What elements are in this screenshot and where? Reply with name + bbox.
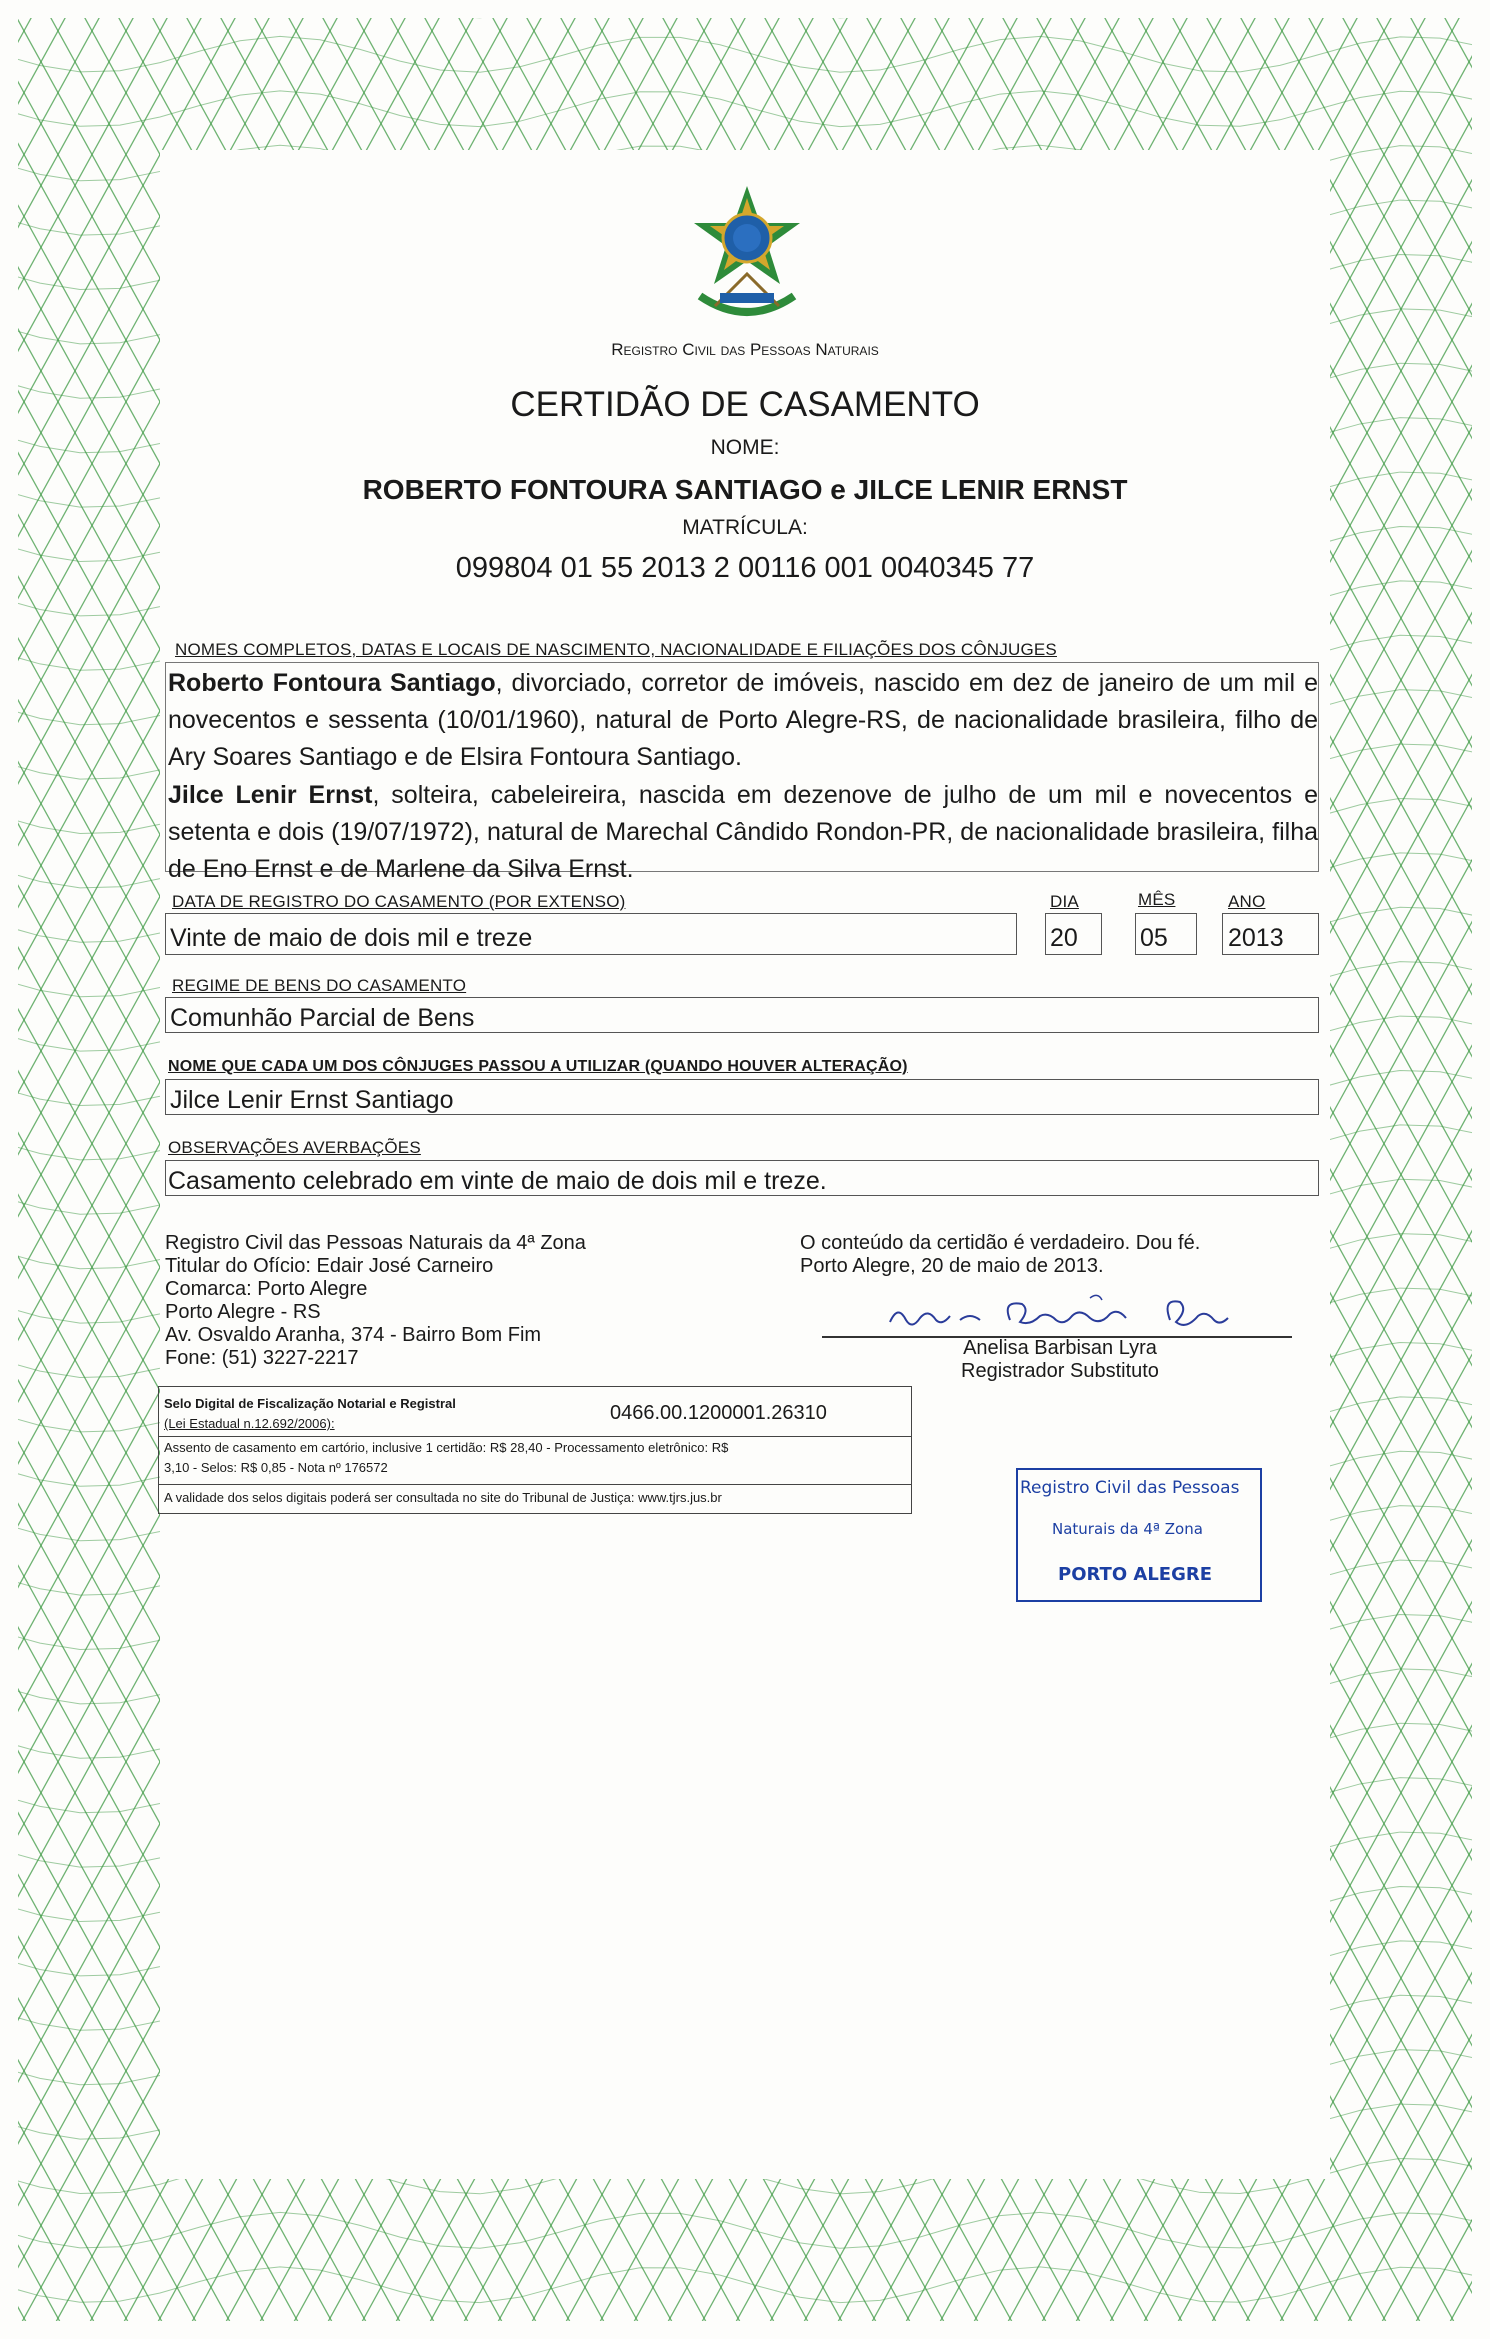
month-label: MÊS [1138,890,1176,909]
name-change-value: Jilce Lenir Ernst Santiago [170,1086,454,1114]
lattice-wave [0,1723,1480,1759]
handwritten-signature [880,1290,1300,1340]
lattice-wave [0,2267,1480,2303]
property-regime-label: REGIME DE BENS DO CASAMENTO [172,976,467,995]
registry-title: Registro Civil das Pessoas Naturais [611,340,879,359]
property-regime-value: Comunhão Parcial de Bens [170,1004,475,1032]
seal-code: 0466.00.1200001.26310 [610,1402,827,1424]
spouse1-paragraph [168,665,1318,776]
lattice-wave [0,1940,1480,1976]
month-value: 05 [1140,924,1168,952]
lattice-wave [0,1614,1480,1650]
document-title: CERTIDÃO DE CASAMENTO [510,385,980,424]
spouses-section-label: NOMES COMPLETOS, DATAS E LOCAIS DE NASCIMENTO, NACIONALIDADE E FILIAÇÕES DOS CÔNJUGES [175,640,1057,659]
attestation [800,1232,1200,1278]
lattice-wave [0,145,1480,181]
stamp-line-3: PORTO ALEGRE [1058,1564,1213,1585]
seal-title: Selo Digital de Fiscalização Notarial e Registral [164,1396,456,1411]
name-label: NOME: [710,436,780,459]
day-label: DIA [1050,892,1079,911]
spouse1-details: , divorciado, corretor de imóveis, nascido em dez de janeiro de um mil e novecentos e sessenta (10/01/1960), natural de Porto Alegre-RS, de nacionalidade brasileira, filho de Ary Soares Santiago e de Elsira Fontoura Santiago. [168,669,1318,771]
office-info [165,1232,586,1370]
lattice-wave [0,1777,1480,1813]
attestation-line-2: Porto Alegre, 20 de maio de 2013. [800,1255,1104,1277]
lattice-wave [0,0,1480,18]
office-line-3: Comarca: Porto Alegre [165,1278,368,1300]
registration-label: MATRÍCULA: [682,516,808,539]
observations-value: Casamento celebrado em vinte de maio de dois mil e treze. [168,1167,827,1195]
attestation-line-1: O conteúdo da certidão é verdadeiro. Dou fé. [800,1232,1201,1254]
lattice-wave [0,2104,1480,2140]
lattice-wave [0,580,1480,616]
lattice-wave [0,2049,1480,2085]
office-line-2: Titular do Ofício: Edair José Carneiro [165,1255,494,1277]
seal-validity: A validade dos selos digitais poderá ser consultada no site do Tribunal de Justiça: www.tjrs.jus.br [164,1490,722,1505]
observations-label: OBSERVAÇÕES AVERBAÇÕES [168,1138,421,1157]
registration-date-label: DATA DE REGISTRO DO CASAMENTO (POR EXTENSO) [172,892,626,911]
day-value: 20 [1050,924,1078,952]
lattice-wave [0,1886,1480,1922]
year-label: ANO [1228,892,1266,911]
stamp-line-2: Naturais da 4ª Zona [1052,1520,1203,1538]
spouse1-name: Roberto Fontoura Santiago [168,669,496,697]
registration-date-value: Vinte de maio de dois mil e treze [170,924,533,952]
signatory-name: Anelisa Barbisan Lyra [963,1337,1157,1359]
seal-fees-line-1: Assento de casamento em cartório, inclusive 1 certidão: R$ 28,40 - Processamento eletrônico: R$ [164,1440,729,1455]
seal-fees-line-2: 3,10 - Selos: R$ 0,85 - Nota nº 176572 [164,1460,388,1475]
coat-of-arms-emblem [680,178,815,328]
lattice-wave [0,2158,1480,2194]
seal-divider-1 [158,1436,912,1437]
spouse2-details: , solteira, cabeleireira, nascida em dezenove de julho de um mil e novecentos e setenta e dois (19/07/1972), natural de Marechal Cândido Rondon-PR, de nacionalidade brasileira, filha de Eno Ernst e de Marlene da Silva Ernst. [168,781,1318,883]
spouse2-paragraph [168,777,1318,888]
lattice-wave [0,2212,1480,2248]
signatory-title: Registrador Substituto [961,1360,1159,1382]
office-line-1: Registro Civil das Pessoas Naturais da 4ª Zona [165,1232,586,1254]
year-value: 2013 [1228,924,1284,952]
signatory [955,1337,1165,1383]
lattice-wave [0,1995,1480,2031]
office-line-5: Av. Osvaldo Aranha, 374 - Bairro Bom Fim [165,1324,542,1346]
name-change-label: NOME QUE CADA UM DOS CÔNJUGES PASSOU A UTILIZAR (QUANDO HOUVER ALTERAÇÃO) [168,1058,908,1075]
office-line-6: Fone: (51) 3227-2217 [165,1347,359,1369]
office-line-4: Porto Alegre - RS [165,1301,321,1323]
lattice-wave [0,1668,1480,1704]
seal-law: (Lei Estadual n.12.692/2006): [164,1416,335,1431]
seal-divider-2 [158,1484,912,1485]
registration-number: 099804 01 55 2013 2 00116 001 0040345 77 [455,552,1035,584]
lattice-wave [0,1832,1480,1868]
spouse2-name: Jilce Lenir Ernst [168,781,373,809]
couple-names: ROBERTO FONTOURA SANTIAGO e JILCE LENIR ERNST [362,474,1128,505]
stamp-line-1: Registro Civil das Pessoas [1020,1478,1240,1498]
